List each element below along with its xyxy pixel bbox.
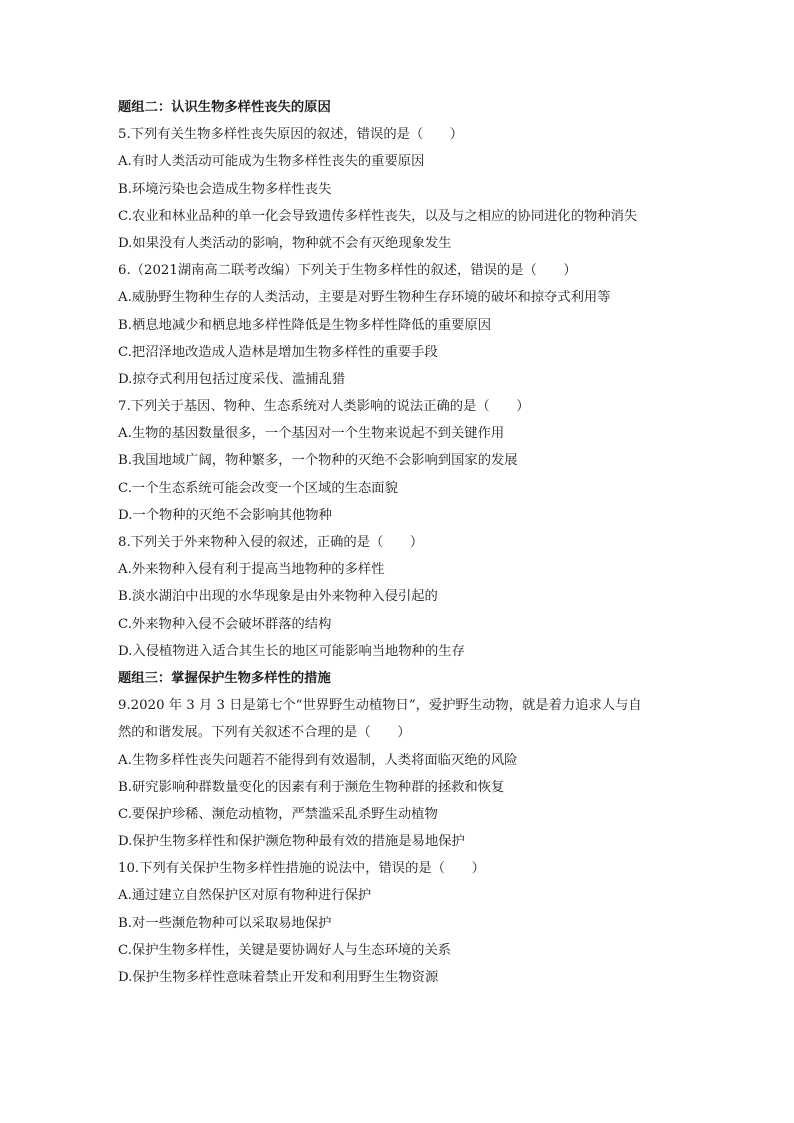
section-heading-3: 题组三：掌握保护生物多样性的措施 xyxy=(118,670,331,686)
option-c: C.农业和林业品种的单一化会导致遗传多样性丧失，以及与之相应的协同进化的物种消失 xyxy=(118,208,638,224)
question-10 xyxy=(118,855,698,991)
question-stem: 6.（2021湖南高二联考改编）下列关于生物多样性的叙述，错误的是（ ） xyxy=(118,263,577,279)
option-d: D.一个物种的灭绝不会影响其他物种 xyxy=(118,507,332,523)
question-8 xyxy=(118,529,698,665)
option-b: B.淡水湖泊中出现的水华现象是由外来物种入侵引起的 xyxy=(118,589,438,605)
option-c: C.外来物种入侵不会破坏群落的结构 xyxy=(118,616,332,632)
question-5 xyxy=(118,121,698,257)
option-b: B.我国地域广阔，物种繁多，一个物种的灭绝不会影响到国家的发展 xyxy=(118,453,518,469)
question-9 xyxy=(118,692,698,855)
option-a: A.生物多样性丧失问题若不能得到有效遏制，人类将面临灭绝的风险 xyxy=(118,752,518,768)
option-c: C.保护生物多样性，关键是要协调好人与生态环境的关系 xyxy=(118,942,452,958)
option-b: B.环境污染也会造成生物多样性丧失 xyxy=(118,181,332,197)
question-stem-line-2: 然的和谐发展。下列有关叙述不合理的是（ ） xyxy=(118,725,411,741)
option-c: C.把沼泽地改造成人造林是增加生物多样性的重要手段 xyxy=(118,344,438,360)
option-a: A.有时人类活动可能成为生物多样性丧失的重要原因 xyxy=(118,154,425,170)
question-stem: 5.下列有关生物多样性丧失原因的叙述，错误的是（ ） xyxy=(118,127,464,143)
section-heading-2: 题组二：认识生物多样性丧失的原因 xyxy=(118,100,331,115)
question-stem: 7.下列关于基因、物种、生态系统对人类影响的说法正确的是（ ） xyxy=(118,399,530,415)
option-a: A.生物的基因数量很多，一个基因对一个生物来说起不到关键作用 xyxy=(118,426,505,442)
option-b: B.对一些濒危物种可以采取易地保护 xyxy=(118,915,332,931)
option-a: A.外来物种入侵有利于提高当地物种的多样性 xyxy=(118,562,385,578)
option-b: B.研究影响种群数量变化的因素有利于濒危生物种群的拯救和恢复 xyxy=(118,779,505,795)
option-c: C.要保护珍稀、濒危动植物，严禁滥采乱杀野生动植物 xyxy=(118,806,438,822)
document-page xyxy=(118,94,698,991)
question-stem: 10.下列有关保护生物多样性措施的说法中，错误的是（ ） xyxy=(118,861,485,877)
option-a: A.威胁野生物种生存的人类活动，主要是对野生物种生存环境的破坏和掠夺式利用等 xyxy=(118,290,611,306)
option-d: D.保护生物多样性意味着禁止开发和利用野生生物资源 xyxy=(118,970,439,985)
option-d: D.如果没有人类活动的影响，物种就不会有灭绝现象发生 xyxy=(118,235,452,251)
question-6 xyxy=(118,257,698,393)
question-stem: 8.下列关于外来物种入侵的叙述，正确的是（ ） xyxy=(118,535,424,550)
option-d: D.保护生物多样性和保护濒危物种最有效的措施是易地保护 xyxy=(118,834,465,850)
question-stem-line-1: 9.2020 年 3 月 3 日是第七个“世界野生动植物日”，爱护野生动物，就是着力追求人与自 xyxy=(118,698,642,714)
option-c: C.一个生态系统可能会改变一个区域的生态面貌 xyxy=(118,480,398,496)
option-b: B.栖息地减少和栖息地多样性降低是生物多样性降低的重要原因 xyxy=(118,317,492,333)
option-d: D.掠夺式利用包括过度采伐、滥捕乱猎 xyxy=(118,371,346,387)
option-a: A.通过建立自然保护区对原有物种进行保护 xyxy=(118,888,372,904)
option-d: D.入侵植物进入适合其生长的地区可能影响当地物种的生存 xyxy=(118,643,465,659)
question-7 xyxy=(118,393,698,529)
